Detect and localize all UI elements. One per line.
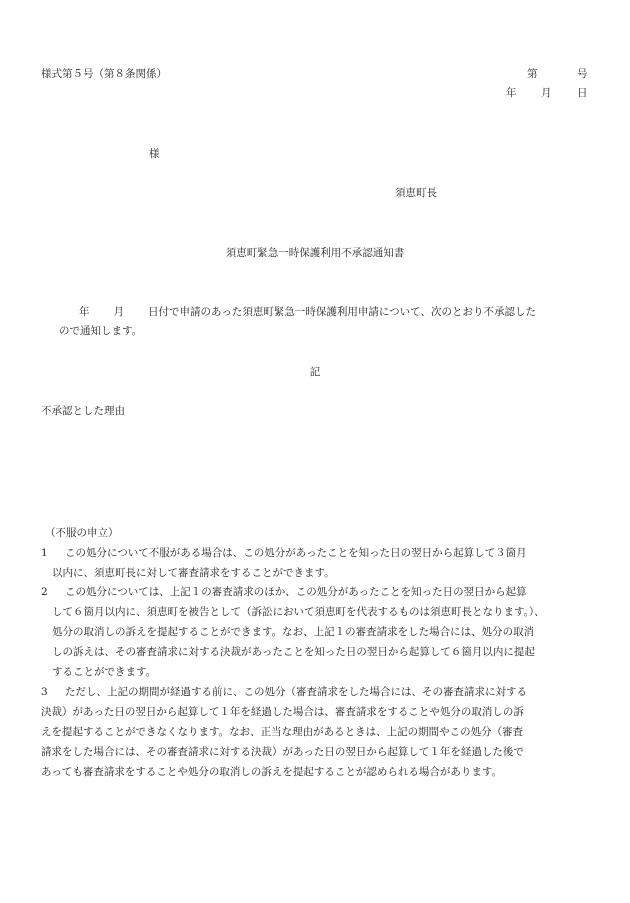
document-title: 須恵町緊急一時保護利用不承認通知書 (225, 247, 405, 259)
document-number-prefix: 第 (527, 68, 538, 80)
appeal-item-3-line-4: 請求をした場合には、その審査請求に対する決裁）があった日の翌日から起算して１年を経過した後で (41, 746, 524, 758)
appeal-item-2-line-3: 処分の取消しの訴えを提起することができます。なお、上記１の審査請求をした場合には、処分の取消 (52, 626, 535, 638)
document-number-suffix: 号 (577, 68, 588, 80)
appeal-item-3-line-5: あっても審査請求をすることや処分の取消しの訴えを提起することが認められる場合があります。 (41, 766, 503, 778)
appeal-item-2-line-2: して６箇月以内に、須恵町を被告として（訴訟において須恵町を代表するものは須恵町長となります。）、 (52, 606, 545, 618)
appeal-item-2-line-5: することができます。 (52, 666, 157, 678)
appeal-item-1-text-1: この処分について不服がある場合は、この処分があったことを知った日の翌日から起算して３箇月 (65, 547, 527, 559)
ki-marker: 記 (309, 366, 321, 378)
body-year-label: 年 (79, 306, 90, 318)
body-month-label: 月 (113, 306, 124, 318)
appeal-item-1-line-2: 以内に、須恵町長に対して審査請求をすることができます。 (52, 567, 335, 579)
appeal-item-2-number: 2 (41, 586, 48, 598)
appeal-item-2-text-1: この処分については、上記１の審査請求のほか、この処分があったことを知った日の翌日から起算 (65, 586, 527, 598)
appeal-item-3-line-2: 決裁）があった日の翌日から起算して１年を経過した場合は、審査請求をすることや処分の取消しの訴 (41, 706, 524, 718)
appeal-item-1-number: 1 (41, 547, 48, 559)
appeal-item-1-line-1 (41, 548, 527, 559)
sender-name: 須恵町長 (395, 187, 437, 199)
body-line-2: ので通知します。 (59, 325, 143, 337)
date-month-label: 月 (541, 87, 552, 99)
form-number: 様式第５号（第８条関係） (41, 68, 167, 80)
appeal-heading: （不服の申立） (45, 527, 119, 539)
appeal-item-3-number: 3 (41, 686, 48, 698)
appeal-item-3-line-1 (41, 687, 527, 698)
body-line-1-text: 日付で申請のあった須恵町緊急一時保護利用申請について、次のとおり不承認した (148, 306, 536, 318)
recipient-honorific: 様 (149, 148, 160, 160)
appeal-item-3-text-1: ただし、上記の期間が経過する前に、この処分（審査請求をした場合には、その審査請求に対する (65, 686, 527, 698)
date-year-label: 年 (506, 87, 517, 99)
appeal-item-2-line-1 (41, 587, 527, 598)
reason-label: 不承認とした理由 (41, 405, 125, 417)
body-line-1 (79, 307, 536, 318)
appeal-item-3-line-3: えを提起することができなくなります。なお、正当な理由があるときは、上記の期間やこの処分（審査 (41, 726, 524, 738)
date-day-label: 日 (577, 87, 588, 99)
appeal-item-2-line-4: しの訴えは、その審査請求に対する決裁があったことを知った日の翌日から起算して６箇月以内に提起 (52, 646, 535, 658)
